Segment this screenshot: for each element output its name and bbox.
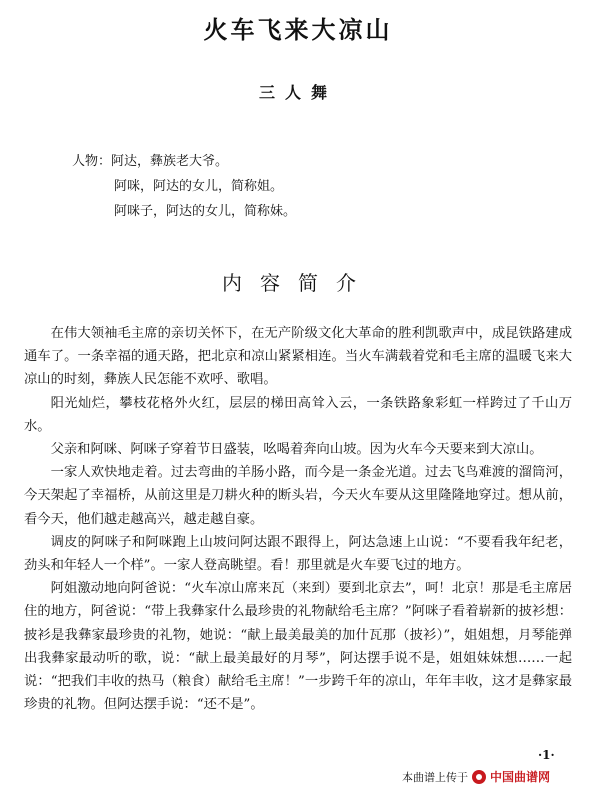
page-number: ·1· (538, 748, 555, 762)
footer-watermark (402, 768, 550, 785)
paragraph: 调皮的阿咪子和阿咪跑上山坡问阿达跟不跟得上，阿达急速上山说：“不要看我年纪老，劲头和年轻人一个样”。一家人登高眺望。看！那里就是火车要飞过的地方。 (24, 534, 572, 574)
paragraph: 阿姐激动地向阿爸说：“火车凉山席来瓦（来到）要到北京去”，呵！北京！那是毛主席居住的地方，阿爸说：“带上我彝家什么最珍贵的礼物献给毛主席？”阿咪子看着崭新的披衫想：披衫是我彝家最珍贵的礼物，她说：“献上最美最美的加什瓦那（披衫）”，姐姐想，月琴能弹出我彝家最动听的歌，说：“献上最美最好的月琴”，阿达摆手说不是，姐姐妹妹想……一起说：“把我们丰收的热马（粮食）献给毛主席！”一步跨千年的凉山，年年丰收，这才是彝家最珍贵的礼物。但阿达摆手说：“还不是”。 (24, 581, 572, 713)
footer-prefix: 本曲谱上传于 (402, 770, 468, 784)
character-list (72, 152, 296, 227)
footer-brand: 中国曲谱网 (490, 770, 551, 784)
synopsis-body (24, 322, 572, 716)
character-item: 阿咪，阿达的女儿，简称姐。 (114, 179, 284, 194)
red-circle-logo-icon (472, 770, 486, 784)
paragraph: 父亲和阿咪、阿咪子穿着节日盛装，吆喝着奔向山坡。因为火车今天要来到大凉山。 (50, 442, 543, 458)
page-subtitle: 三人舞 (258, 83, 337, 102)
paragraph: 一家人欢快地走着。过去弯曲的羊肠小路，而今是一条金光道。过去飞鸟难渡的溜筒河，今天架起了幸福桥，从前这里是刀耕火种的断头岩，今天火车要从这里隆隆地穿过。想从前，看今天，他们越走越高兴，越走越自豪。 (24, 465, 572, 527)
section-heading: 内容简介 (222, 271, 374, 295)
character-item: 人物：阿达，彝族老大爷。 (72, 154, 229, 169)
character-item: 阿咪子，阿达的女儿，简称妹。 (114, 204, 297, 219)
page-title: 火车飞来大凉山 (203, 16, 393, 44)
paragraph: 阳光灿烂，攀枝花格外火红，层层的梯田高耸入云，一条铁路象彩虹一样跨过了千山万水。 (24, 395, 572, 434)
paragraph: 在伟大领袖毛主席的亲切关怀下，在无产阶级文化大革命的胜利凯歌声中，成昆铁路建成通车了。一条幸福的通天路，把北京和凉山紧紧相连。当火车满载着党和毛主席的温暖飞来大凉山的时刻，彝族人民怎能不欢呼、歌唱。 (24, 326, 572, 388)
